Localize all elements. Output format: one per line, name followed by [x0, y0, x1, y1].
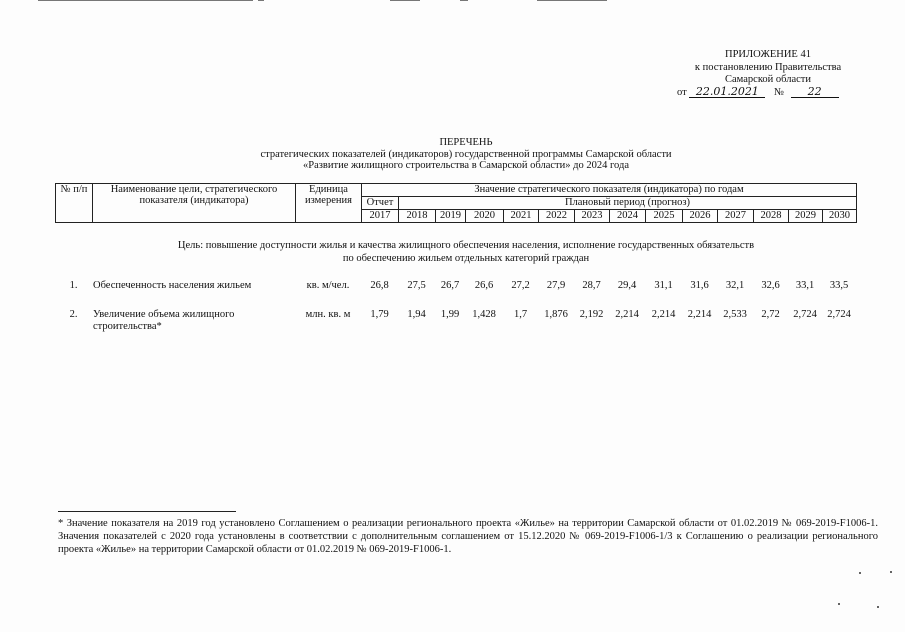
value-cell: 1,428	[472, 309, 496, 320]
appendix-line: Самарской области	[725, 74, 811, 85]
year-cell: 2023	[575, 210, 610, 223]
goal-line: по обеспечению жильем отдельных категорий граждан	[342, 253, 590, 264]
value-cell: 26,7	[440, 280, 460, 291]
scan-speck	[877, 606, 879, 608]
value-cell: 1,79	[370, 309, 389, 320]
value-cell: 27,5	[407, 280, 426, 291]
value-cell: 32,6	[761, 280, 780, 291]
value-cell: 32,1	[725, 280, 745, 291]
goal-line: Цель: повышение доступности жилья и качества жилищного обеспечения населения, исполнение государственных обязательств	[177, 240, 755, 251]
indicator-name: Обеспеченность населения жильем	[93, 280, 252, 291]
value-cell: 1,7	[513, 309, 528, 320]
value-cell: 33,1	[795, 280, 815, 291]
value-cell: 31,1	[654, 280, 673, 291]
value-cell: 1,876	[544, 309, 568, 320]
indicator-unit: кв. м/чел.	[306, 280, 350, 291]
year-cell: 2021	[504, 210, 539, 223]
year-cell: 2017	[362, 210, 399, 223]
col-header-report: Отчет	[362, 197, 399, 210]
date-prefix: от	[677, 87, 687, 98]
value-cell: 29,4	[617, 280, 637, 291]
scan-mark	[390, 0, 420, 1]
handwritten-date: 22.01.2021	[689, 86, 765, 98]
value-cell: 2,214	[615, 309, 639, 320]
value-cell: 1,99	[440, 309, 460, 320]
col-header-unit-line: Единица	[309, 184, 348, 195]
program-name: «Развитие жилищного строительства в Самарской области» до 2024 года	[303, 160, 629, 172]
value-cell: 2,724	[793, 309, 817, 320]
goal-statement	[150, 239, 782, 265]
value-cell: 2,724	[827, 309, 851, 320]
year-cell: 2030	[823, 210, 857, 223]
col-header-unit	[296, 184, 362, 223]
indicators-table-header	[55, 183, 857, 223]
scan-mark	[460, 0, 468, 1]
decree-date-number	[677, 86, 839, 98]
value-cell: 2,72	[761, 309, 780, 320]
value-cell: 31,6	[690, 280, 709, 291]
indicator-name: Увеличение объема жилищного строительства*	[93, 309, 235, 332]
year-cell: 2029	[789, 210, 823, 223]
row-number: 2.	[69, 309, 78, 320]
scan-speck	[838, 603, 840, 605]
document-subtitle: стратегических показателей (индикаторов) государственной программы Самарской области	[260, 148, 672, 160]
year-cell: 2024	[610, 210, 646, 223]
value-cell: 33,5	[829, 280, 849, 291]
year-cell: 2026	[683, 210, 718, 223]
scan-mark	[38, 0, 253, 1]
scan-speck	[859, 572, 861, 574]
number-label: №	[773, 87, 784, 98]
value-cell: 28,7	[582, 280, 601, 291]
appendix-line: к постановлению Правительства	[694, 61, 842, 73]
col-header-number: № п/п	[56, 184, 93, 223]
col-header-unit-line: измерения	[305, 195, 352, 206]
col-header-values: Значение стратегического показателя (индикатора) по годам	[362, 184, 857, 197]
value-cell: 27,9	[546, 280, 566, 291]
value-cell: 2,214	[687, 309, 712, 320]
year-cell: 2027	[718, 210, 754, 223]
value-cell: 1,94	[407, 309, 426, 320]
appendix-title: ПРИЛОЖЕНИЕ 41	[725, 49, 811, 60]
value-cell: 26,6	[474, 280, 494, 291]
scan-mark	[537, 0, 607, 1]
handwritten-number: 22	[791, 86, 839, 98]
year-cell: 2028	[754, 210, 789, 223]
year-cell: 2020	[466, 210, 504, 223]
value-cell: 2,192	[579, 309, 604, 320]
value-cell: 27,2	[511, 280, 530, 291]
indicator-unit: млн. кв. м	[305, 309, 351, 320]
scan-mark	[258, 0, 264, 1]
value-cell: 2,533	[723, 309, 747, 320]
year-cell: 2022	[539, 210, 575, 223]
document-heading	[170, 137, 762, 172]
col-header-planned: Плановый период (прогноз)	[399, 197, 857, 210]
appendix-block	[668, 49, 868, 87]
footnote: * Значение показателя на 2019 год установлено Соглашением о реализации регионального проекта «Жилье» на территории Самарской области от 01.02.2019 № 069-2019-F1006-1. Значения показателей с 2020 года установлены в соответствии с дополнительным соглашением от 15.12.2020 № 069-2019-F1006-1/3 к Соглашению о реализации регионального проекта «Жилье» на территории Самарской области от 01.02.2019 № 069-2019-F1006-1.	[58, 518, 878, 555]
value-cell: 26,8	[370, 280, 389, 291]
year-cell: 2018	[399, 210, 436, 223]
col-header-name: Наименование цели, стратегического показателя (индикатора)	[93, 184, 296, 223]
scan-speck	[890, 571, 892, 573]
row-number: 1.	[69, 280, 78, 291]
footnote-rule	[58, 511, 236, 512]
year-cell: 2019	[436, 210, 466, 223]
year-cell: 2025	[646, 210, 683, 223]
value-cell: 2,214	[651, 309, 676, 320]
document-title: ПЕРЕЧЕНЬ	[439, 137, 493, 148]
